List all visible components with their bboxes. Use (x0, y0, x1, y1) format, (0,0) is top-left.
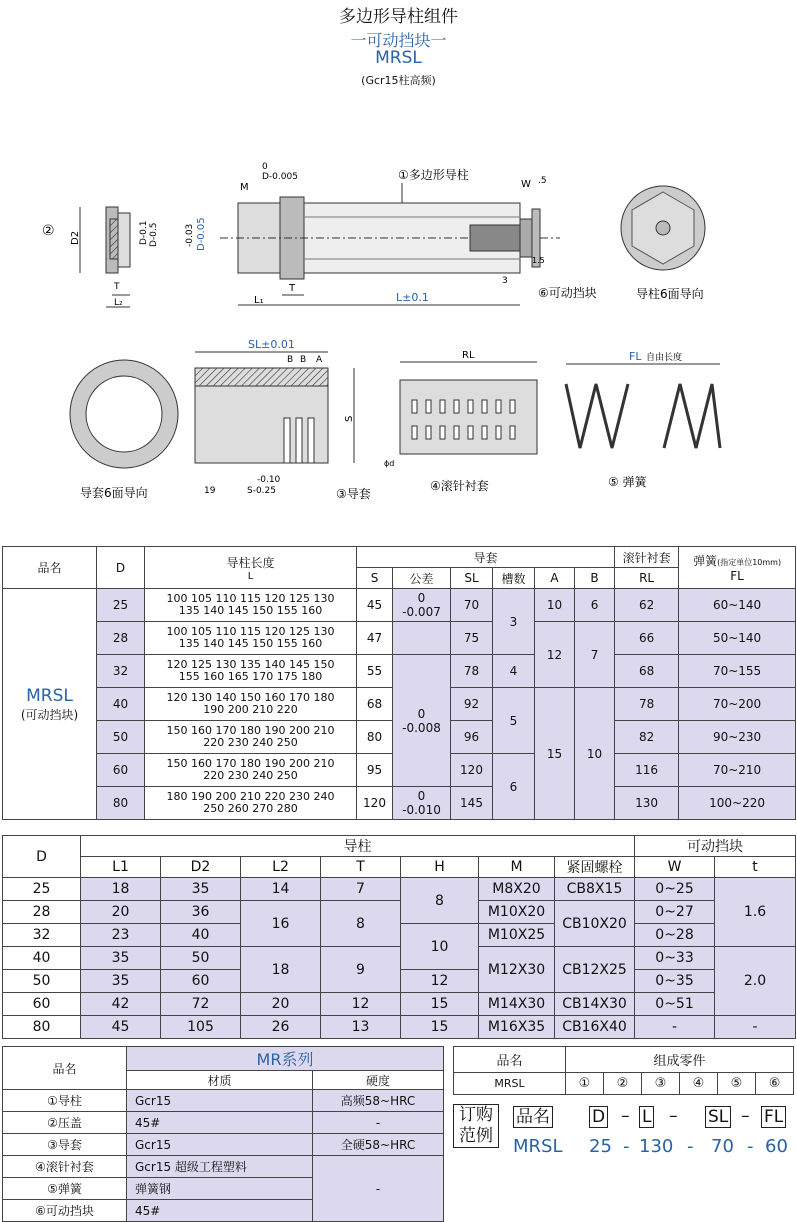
table-cell: 15 (401, 1016, 479, 1039)
table-cell: ④ (680, 1073, 718, 1095)
table-cell: T (321, 857, 401, 878)
table-cell: 26 (241, 1016, 321, 1039)
table-cell: 15 (401, 993, 479, 1016)
table-cell: SL (451, 568, 493, 589)
table-cell: - (635, 1016, 715, 1039)
svg-text:0: 0 (262, 162, 268, 172)
table-cell: 0~25 (635, 878, 715, 901)
table-cell: 10 (401, 924, 479, 970)
table-cell: 导柱 (81, 836, 635, 857)
table-cell: 13 (321, 1016, 401, 1039)
table-cell: 40 (3, 947, 81, 970)
table-cell: D2 (161, 857, 241, 878)
table-cell: M (479, 857, 555, 878)
svg-text:W: W (521, 179, 531, 190)
svg-text:③导套: ③导套 (336, 487, 371, 501)
svg-text:3: 3 (502, 276, 508, 286)
table-cell: 80 (357, 721, 393, 754)
table-cell: 150 160 170 180 190 200 210 220 230 240 250 (145, 721, 357, 754)
table-cell: 80 (97, 787, 145, 820)
material-note: (Gcr15柱高频) (361, 74, 436, 87)
table-cell: 72 (161, 993, 241, 1016)
header-name: 品名 (3, 547, 97, 589)
table-cell: 28 (97, 622, 145, 655)
table-cell: 0~27 (635, 901, 715, 924)
page-title: 多边形导柱组件 (339, 7, 458, 27)
table-cell: 20 (81, 901, 161, 924)
table-cell: MRSL (454, 1073, 566, 1095)
table-cell: 45 (357, 589, 393, 622)
table-cell: 32 (97, 655, 145, 688)
table-cell: 45# (127, 1112, 313, 1134)
table-cell: D (3, 836, 81, 878)
table-cell: 8 (321, 901, 401, 947)
table-cell: A (535, 568, 575, 589)
table-cell: 品名 (3, 1047, 127, 1090)
table-cell: 47 (357, 622, 393, 655)
svg-text:D-0.005: D-0.005 (262, 172, 298, 182)
table-cell: CB14X30 (555, 993, 635, 1016)
table-cell: 32 (3, 924, 81, 947)
table-cell: 120 130 140 150 160 170 180 190 200 210 220 (145, 688, 357, 721)
table-cell: - (715, 1016, 796, 1039)
component-drawing (0, 330, 797, 510)
table-row (3, 878, 796, 901)
table-cell: 滚针衬套 (615, 547, 679, 568)
table-cell: 12 (321, 993, 401, 1016)
svg-text:19: 19 (204, 486, 216, 496)
table-cell: 66 (615, 622, 679, 655)
table-cell: ② (604, 1073, 642, 1095)
table-cell: 紧固螺栓 (555, 857, 635, 878)
table-cell: 16 (241, 901, 321, 947)
table-cell: 60~140 (679, 589, 796, 622)
svg-text:M: M (240, 182, 249, 193)
table-cell: 4 (493, 655, 535, 688)
table-cell: L1 (81, 857, 161, 878)
svg-text:L₂: L₂ (114, 298, 123, 308)
page-subtitle: 一可动挡块一 (350, 31, 447, 50)
table-cell: 28 (3, 901, 81, 924)
table-row (3, 1156, 444, 1178)
table-cell: 弹簧(指定单位10mm) FL (679, 547, 796, 589)
table-cell: 0~35 (635, 970, 715, 993)
table-row (3, 589, 796, 622)
svg-text:SL±0.01: SL±0.01 (248, 338, 295, 351)
table-cell: 7 (321, 878, 401, 901)
movable-stop (520, 219, 532, 257)
table-cell: - (313, 1156, 444, 1222)
table-cell: 9 (321, 947, 401, 993)
table-cell: 90~230 (679, 721, 796, 754)
table-cell: 96 (451, 721, 493, 754)
table-cell: M12X30 (479, 947, 555, 993)
svg-text:-0.03: -0.03 (185, 223, 195, 247)
table-cell: 180 190 200 210 220 230 240 250 260 270 280 (145, 787, 357, 820)
table-cell: CB8X15 (555, 878, 635, 901)
roller-bushing (400, 380, 537, 454)
order-example: 订购 范例 品名 D – L – SL – FL MRSL 25 - 130 - 70 - 60 (453, 1104, 793, 1160)
table-cell: RL (615, 568, 679, 589)
table-cell: 60 (3, 993, 81, 1016)
svg-text:B: B (300, 355, 307, 365)
table-cell: Gcr15 (127, 1134, 313, 1156)
table-cell: CB16X40 (555, 1016, 635, 1039)
table-row (3, 787, 796, 820)
svg-text:D-0.05: D-0.05 (196, 217, 207, 251)
table-cell: CB12X25 (555, 947, 635, 993)
table-cell: 82 (615, 721, 679, 754)
table-cell: 35 (81, 970, 161, 993)
table-cell: Gcr15 超级工程塑料 (127, 1156, 313, 1178)
table-cell: 100~220 (679, 787, 796, 820)
table-cell: 45 (81, 1016, 161, 1039)
table-cell: 78 (451, 655, 493, 688)
table-cell: 35 (161, 878, 241, 901)
svg-text:L±0.1: L±0.1 (396, 291, 429, 304)
table-cell: 40 (97, 688, 145, 721)
table-cell: 75 (451, 622, 493, 655)
table-cell: ③ (642, 1073, 680, 1095)
svg-text:D-0.5: D-0.5 (149, 222, 159, 247)
svg-text:S-0.25: S-0.25 (247, 486, 276, 496)
svg-text:L₁: L₁ (254, 295, 264, 306)
table-cell: 78 (615, 688, 679, 721)
table-cell: CB10X20 (555, 901, 635, 947)
table-cell: ③导套 (3, 1134, 127, 1156)
table-cell: 品名 (454, 1047, 566, 1073)
table-cell: 8 (401, 878, 479, 924)
table-cell: M14X30 (479, 993, 555, 1016)
table-cell: S (357, 568, 393, 589)
table-cell: ④滚针衬套 (3, 1156, 127, 1178)
table-cell: 120 (451, 754, 493, 787)
parts-table (453, 1046, 794, 1095)
spring (566, 384, 628, 448)
table-cell: 15 (535, 688, 575, 820)
svg-text:T: T (114, 282, 120, 292)
table-cell: 高频58~HRC (313, 1090, 444, 1112)
table-cell: 18 (81, 878, 161, 901)
table-cell: 组成零件 (566, 1047, 794, 1073)
table-cell: 95 (357, 754, 393, 787)
table-cell: 10 (535, 589, 575, 622)
table-cell: 20 (241, 993, 321, 1016)
table-cell: 材质 (127, 1071, 313, 1090)
table-row (3, 1134, 444, 1156)
table-cell: 50 (161, 947, 241, 970)
svg-text:导套6面导向: 导套6面导向 (80, 486, 148, 500)
label-movable-stop: ⑥可动挡块 (538, 286, 597, 300)
table-cell: 100 105 110 115 120 125 130 135 140 145 150 155 160 (145, 622, 357, 655)
table-cell: 0~33 (635, 947, 715, 970)
model-code: MRSL (375, 48, 422, 68)
svg-text:1.5: 1.5 (532, 256, 545, 265)
table-row (3, 1090, 444, 1112)
svg-text:④滚针衬套: ④滚针衬套 (430, 479, 489, 493)
table-cell: 92 (451, 688, 493, 721)
table-cell: MR系列 (127, 1047, 444, 1071)
table-cell: 40 (161, 924, 241, 947)
table-cell: - (313, 1112, 444, 1134)
table-cell: B (575, 568, 615, 589)
table-cell: 0~51 (635, 993, 715, 1016)
table-cell: 10 (575, 688, 615, 820)
table-cell: ① (566, 1073, 604, 1095)
table-cell: 50 (3, 970, 81, 993)
table-cell: M16X35 (479, 1016, 555, 1039)
table-cell: 弹簧钢 (127, 1178, 313, 1200)
svg-text:自由长度: 自由长度 (646, 353, 683, 363)
svg-text:导柱6面导向: 导柱6面导向 (636, 287, 704, 301)
material-table (2, 1046, 444, 1222)
table-row (3, 1112, 444, 1134)
table-cell: 23 (81, 924, 161, 947)
table-cell: 70 (451, 589, 493, 622)
table-cell: 25 (3, 878, 81, 901)
table-cell: 0 -0.010 (393, 787, 451, 820)
table-cell: 116 (615, 754, 679, 787)
table-cell: 25 (97, 589, 145, 622)
svg-text:B: B (287, 355, 294, 365)
svg-text:⑤ 弹簧: ⑤ 弹簧 (608, 475, 647, 489)
table-cell: 45# (127, 1200, 313, 1222)
table-cell: 68 (615, 655, 679, 688)
table-cell: 120 125 130 135 140 145 150 155 160 165 170 175 180 (145, 655, 357, 688)
label-guide-post: ①多边形导柱 (398, 168, 469, 182)
table-cell: 0~28 (635, 924, 715, 947)
table-row (3, 901, 796, 924)
spec-table-sleeve (2, 546, 796, 820)
table-cell: 3 (493, 589, 535, 655)
table-cell: M8X20 (479, 878, 555, 901)
table-cell: 70~210 (679, 754, 796, 787)
table-cell: 导套 (357, 547, 615, 568)
svg-text:A: A (316, 355, 323, 365)
table-row (3, 622, 796, 655)
svg-text:S: S (344, 415, 355, 422)
table-cell: t (715, 857, 796, 878)
table-cell: 可动挡块 (635, 836, 796, 857)
table-cell: 全硬58~HRC (313, 1134, 444, 1156)
table-cell: 35 (81, 947, 161, 970)
table-cell: 6 (575, 589, 615, 622)
table-cell: 50~140 (679, 622, 796, 655)
table-cell: W (635, 857, 715, 878)
table-cell: 2.0 (715, 947, 796, 1016)
table-cell (393, 622, 451, 655)
table-cell: ⑤ (718, 1073, 756, 1095)
table-cell: 7 (575, 622, 615, 688)
label-cap-number: ② (42, 223, 55, 239)
table-cell: 50 (97, 721, 145, 754)
table-cell: 42 (81, 993, 161, 1016)
table-cell: 150 160 170 180 190 200 210 220 230 240 250 (145, 754, 357, 787)
table-cell: 60 (161, 970, 241, 993)
table-cell: 100 105 110 115 120 125 130 135 140 145 150 155 160 (145, 589, 357, 622)
table-cell: 120 (357, 787, 393, 820)
table-cell: 62 (615, 589, 679, 622)
table-cell: 12 (535, 622, 575, 688)
table-cell: 130 (615, 787, 679, 820)
table-cell: 14 (241, 878, 321, 901)
table-cell: 6 (493, 754, 535, 820)
table-cell: 105 (161, 1016, 241, 1039)
spec-table-post (2, 835, 796, 1039)
table-row (3, 993, 796, 1016)
table-cell: L2 (241, 857, 321, 878)
table-cell: M10X25 (479, 924, 555, 947)
table-cell: ⑥ (756, 1073, 794, 1095)
table-cell: 导柱长度 L (145, 547, 357, 589)
table-cell: ②压盖 (3, 1112, 127, 1134)
table-cell: 5 (493, 688, 535, 754)
table-cell: ⑥可动挡块 (3, 1200, 127, 1222)
table-cell: 槽数 (493, 568, 535, 589)
table-cell: 68 (357, 688, 393, 721)
table-cell: 公差 (393, 568, 451, 589)
table-cell: MRSL (可动挡块) (3, 589, 97, 820)
table-row (3, 655, 796, 688)
svg-text:D-0.1: D-0.1 (139, 220, 149, 245)
table-cell: 60 (97, 754, 145, 787)
table-cell: 0 -0.007 (393, 589, 451, 622)
table-cell: 0 -0.008 (393, 655, 451, 787)
table-cell: ⑤弹簧 (3, 1178, 127, 1200)
table-cell: 145 (451, 787, 493, 820)
table-row (3, 1016, 796, 1039)
svg-text:ϕd: ϕd (384, 459, 395, 468)
table-cell: 70~200 (679, 688, 796, 721)
table-row (3, 947, 796, 970)
table-cell: 12 (401, 970, 479, 993)
table-cell: 硬度 (313, 1071, 444, 1090)
assembly-drawing (0, 95, 797, 315)
table-cell: Gcr15 (127, 1090, 313, 1112)
svg-text:D2: D2 (70, 230, 81, 245)
svg-text:RL: RL (462, 350, 475, 361)
table-cell: 1.6 (715, 878, 796, 947)
table-cell: H (401, 857, 479, 878)
table-cell: 70~155 (679, 655, 796, 688)
table-cell: M10X20 (479, 901, 555, 924)
table-cell: 80 (3, 1016, 81, 1039)
svg-text:FL: FL (629, 350, 642, 363)
table-cell: 36 (161, 901, 241, 924)
table-cell: 18 (241, 947, 321, 993)
svg-text:T: T (289, 283, 296, 294)
table-cell: 55 (357, 655, 393, 688)
svg-text:.5: .5 (538, 176, 547, 186)
table-cell: ①导柱 (3, 1090, 127, 1112)
svg-text:-0.10: -0.10 (257, 475, 281, 485)
table-cell: D (97, 547, 145, 589)
